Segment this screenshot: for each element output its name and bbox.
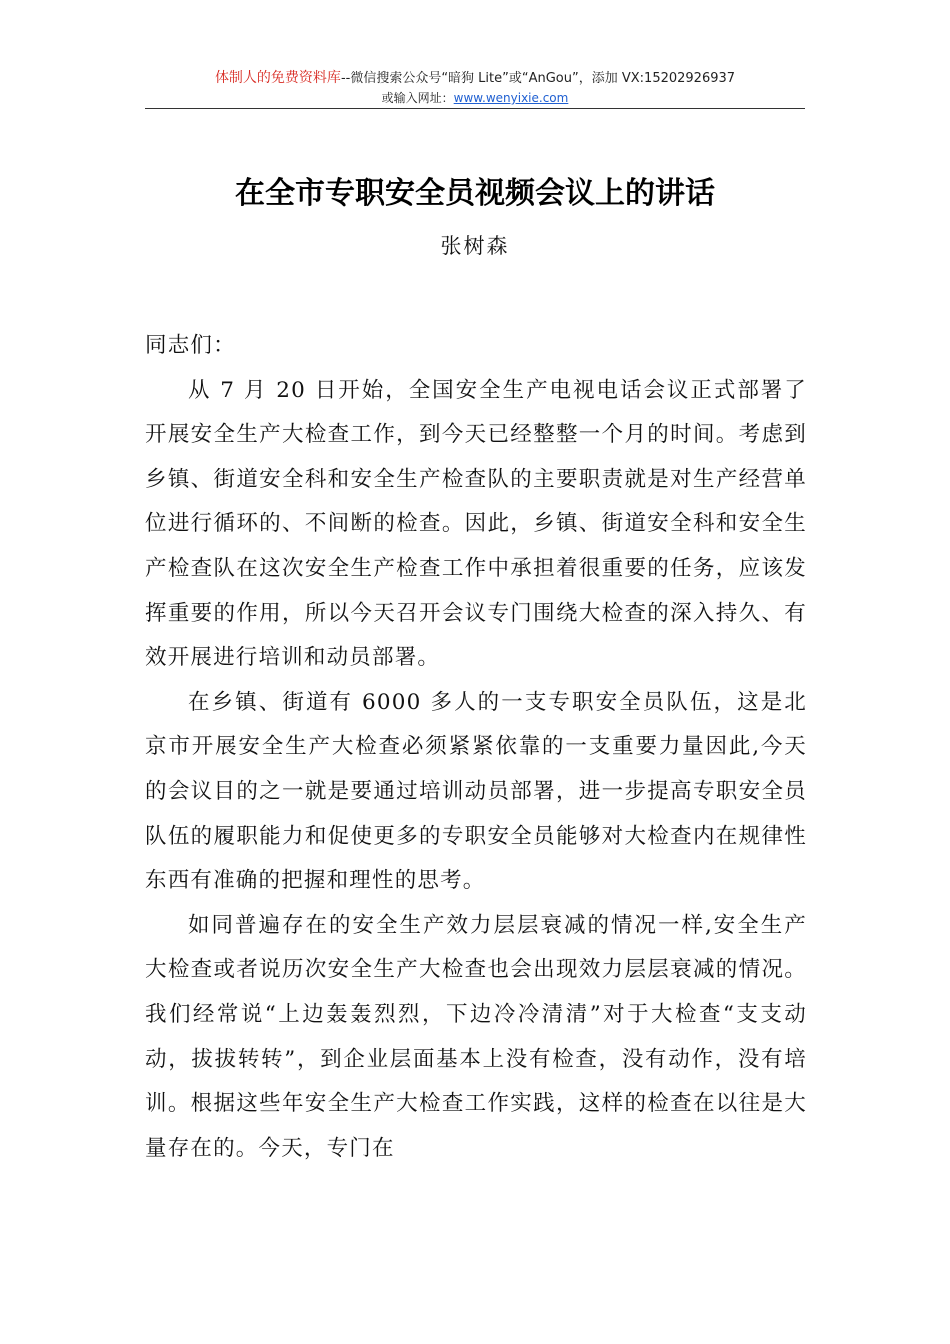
header-url-label: 或输入网址： bbox=[381, 91, 454, 105]
header-promo-line bbox=[145, 68, 805, 89]
header-url-line bbox=[145, 89, 805, 107]
header-brand: 体制人的免费资料库 bbox=[214, 70, 341, 86]
body-paragraph-3: 如同普遍存在的安全生产效力层层衰减的情况一样,安全生产大检查或者说历次安全生产大检查也会出现效力层层衰减的情况。我们经常说“上边轰轰烈烈，下边冷冷清清”对于大检查“支支动动，拔拔转转”，到企业层面基本上没有检查，没有动作，没有培训。根据这些年安全生产大检查工作实践，这样的检查在以往是大量存在的。今天，专门在 bbox=[145, 912, 807, 1161]
body-paragraph-1: 从 7 月 20 日开始，全国安全生产电视电话会议正式部署了开展安全生产大检查工作，到今天已经整整一个月的时间。考虑到乡镇、街道安全科和安全生产检查队的主要职责就是对生产经营单位进行循环的、不间断的检查。因此，乡镇、街道安全科和安全生产检查队在这次安全生产检查工作中承担着很重要的任务，应该发挥重要的作用，所以今天召开会议专门围绕大检查的深入持久、有效开展进行培训和动员部署。 bbox=[145, 377, 807, 671]
document-body bbox=[145, 324, 807, 1171]
body-paragraph-2: 在乡镇、街道有 6000 多人的一支专职安全员队伍，这是北京市开展安全生产大检查必须紧紧依靠的一支重要力量因此,今天的会议目的之一就是要通过培训动员部署，进一步提高专职安全员队伍的履职能力和促使更多的专职安全员能够对大检查内在规律性东西有准确的把握和理性的思考。 bbox=[145, 689, 807, 894]
document-title: 在全市专职安全员视频会议上的讲话 bbox=[235, 176, 715, 211]
header-divider bbox=[145, 108, 805, 109]
salutation: 同志们： bbox=[145, 333, 236, 358]
header-promo: --微信搜索公众号“暗狗 Lite”或“AnGou”，添加 VX:15202926937 bbox=[340, 71, 736, 86]
page-header bbox=[145, 68, 805, 107]
document-author: 张树森 bbox=[440, 234, 510, 258]
header-url-link[interactable]: www.wenyixie.com bbox=[453, 91, 569, 105]
